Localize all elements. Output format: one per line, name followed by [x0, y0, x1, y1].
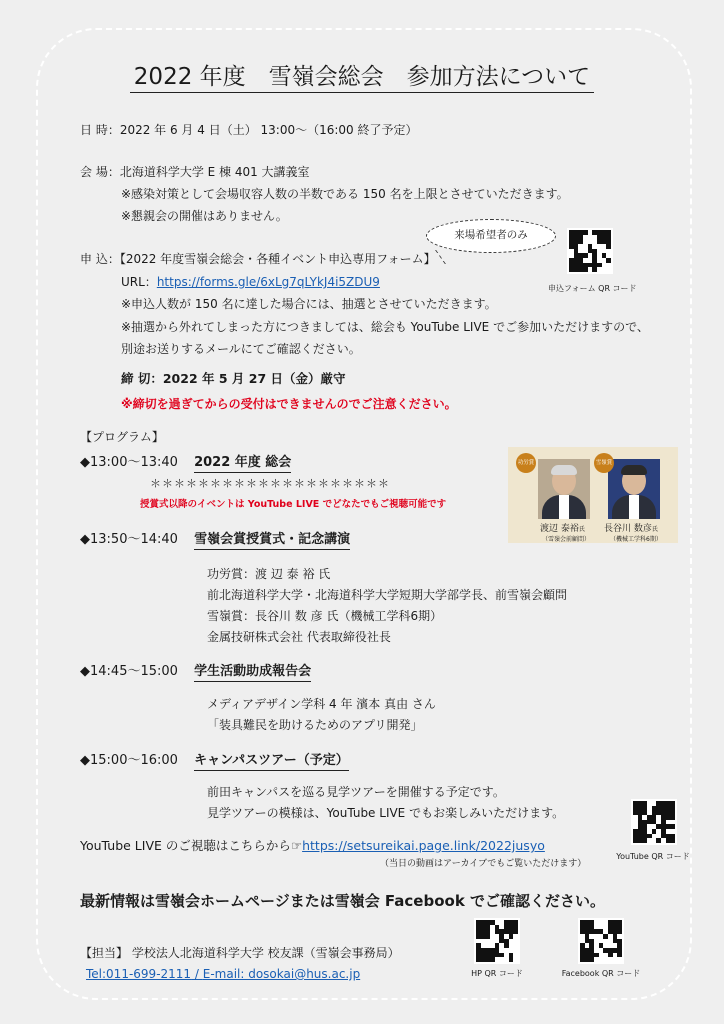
page-title: 2022 年度 雪嶺会総会 参加方法について: [0, 58, 724, 91]
program-heading: 【プログラム】: [80, 430, 164, 444]
venue-line: 会 場：北海道科学大学 E 棟 401 大講義室: [80, 165, 310, 179]
program-item-1: [80, 451, 291, 470]
report-line: メディアデザイン学科 4 年 濱本 真由 さん: [207, 697, 436, 711]
awardee-portrait: [608, 459, 660, 519]
award-line: 雪嶺賞：長谷川 数 彦 氏（機械工学科6期）: [207, 609, 443, 623]
program-title: 2022 年度 総会: [194, 455, 291, 470]
program-item-3: [80, 660, 311, 679]
application-note-lottery: ※申込人数が 150 名に達した場合には、抽選とさせていただきます。: [121, 297, 497, 311]
program-item-4: [80, 749, 349, 768]
stars-separator: ＊＊＊＊＊＊＊＊＊＊＊＊＊＊＊＊＊＊＊＊: [150, 477, 390, 490]
youtube-row: [80, 836, 545, 854]
application-note-email: 別途お送りするメールにてご確認ください。: [121, 342, 361, 356]
venue-note-party: ※懇親会の開催はありません。: [121, 209, 288, 223]
report-line: 「装具難民を助けるためのアプリ開発」: [207, 718, 423, 732]
contact-links: [86, 967, 360, 981]
application-line: 申 込：【2022 年度雪嶺会総会・各種イベント申込専用フォーム】: [80, 252, 436, 266]
awardee-subtitle: （機械工学科6期）: [610, 536, 662, 543]
youtube-note: （当日の動画はアーカイブでもご覧いただけます）: [380, 859, 587, 869]
venue-note-capacity: ※感染対策として会場収容人数の半数である 150 名を上限とさせていただきます。: [121, 187, 569, 201]
program-item-2: [80, 528, 350, 547]
form-url-row: [121, 273, 380, 290]
deadline: 締 切：2022 年 5 月 27 日（金）厳守: [121, 371, 346, 386]
program-time: ◆15:00～16:00: [80, 753, 178, 768]
email-link[interactable]: E-mail: dosokai@hus.ac.jp: [202, 967, 361, 981]
awardee-name: 長谷川 数彦氏: [604, 524, 658, 534]
tour-line: 前田キャンパスを巡る見学ツアーを開催する予定です。: [207, 785, 505, 799]
application-note-youtube: ※抽選から外れてしまった方につきましては、総会も YouTube LIVE でご参加いただけますので、: [121, 320, 649, 334]
program-time: ◆14:45～15:00: [80, 664, 178, 679]
youtube-label: YouTube LIVE のご視聴はこちらから☞: [80, 838, 303, 853]
stars-note: 授賞式以降のイベントは YouTube LIVE でどなたでもご視聴可能です: [140, 499, 447, 510]
awardee-name: 渡辺 泰裕氏: [540, 524, 585, 534]
tour-line: 見学ツアーの模様は、YouTube LIVE でもお楽しみいただけます。: [207, 806, 565, 820]
contact-line: 【担当】 学校法人北海道科学大学 校友課（雪嶺会事務局）: [80, 946, 400, 960]
contact-separator: /: [191, 967, 203, 981]
form-qr-label: 申込フォーム QR コード: [548, 284, 637, 293]
form-url-link[interactable]: https://forms.gle/6xLg7qLYkJ4i5ZDU9: [156, 275, 380, 289]
program-time: ◆13:00～13:40: [80, 455, 178, 470]
program-title: 雪嶺会賞授賞式・記念講演: [194, 532, 350, 547]
datetime-line: 日 時：2022 年 6 月 4 日（土） 13:00～（16:00 終了予定）: [80, 123, 418, 137]
latest-info: 最新情報は雪嶺会ホームページまたは雪嶺会 Facebook でご確認ください。: [80, 892, 606, 910]
facebook-qr-label: Facebook QR コード: [561, 969, 641, 978]
program-time: ◆13:50～14:40: [80, 532, 178, 547]
awardee-photo-panel: [508, 447, 678, 543]
youtube-qr-code[interactable]: [631, 799, 677, 845]
youtube-qr-label: YouTube QR コード: [616, 852, 690, 861]
awardee-subtitle: （雪嶺会前顧問）: [542, 536, 591, 543]
program-title: 学生活動助成報告会: [194, 664, 311, 679]
url-label: URL：: [121, 275, 157, 289]
award-line: 金属技研株式会社 代表取締役社長: [207, 630, 391, 644]
callout-bubble: 来場希望者のみ: [426, 219, 556, 253]
form-qr-code[interactable]: [567, 228, 613, 274]
hp-qr-code[interactable]: [474, 918, 520, 964]
facebook-qr-code[interactable]: [578, 918, 624, 964]
award-badge: 雪嶺賞: [594, 453, 614, 473]
deadline-note: ※締切を過ぎてからの受付はできませんのでご注意ください。: [121, 397, 457, 411]
youtube-link[interactable]: https://setsureikai.page.link/2022jusyo: [302, 838, 545, 853]
award-line: 前北海道科学大学・北海道科学大学短期大学部学長、前雪嶺会顧問: [207, 588, 568, 602]
hp-qr-label: HP QR コード: [471, 969, 523, 978]
awardee-portrait: [538, 459, 590, 519]
award-badge: 功労賞: [516, 453, 536, 473]
award-line: 功労賞：渡 辺 泰 裕 氏: [207, 567, 331, 581]
tel-link[interactable]: Tel:011-699-2111: [86, 967, 192, 981]
program-title: キャンパスツアー（予定）: [194, 753, 349, 768]
